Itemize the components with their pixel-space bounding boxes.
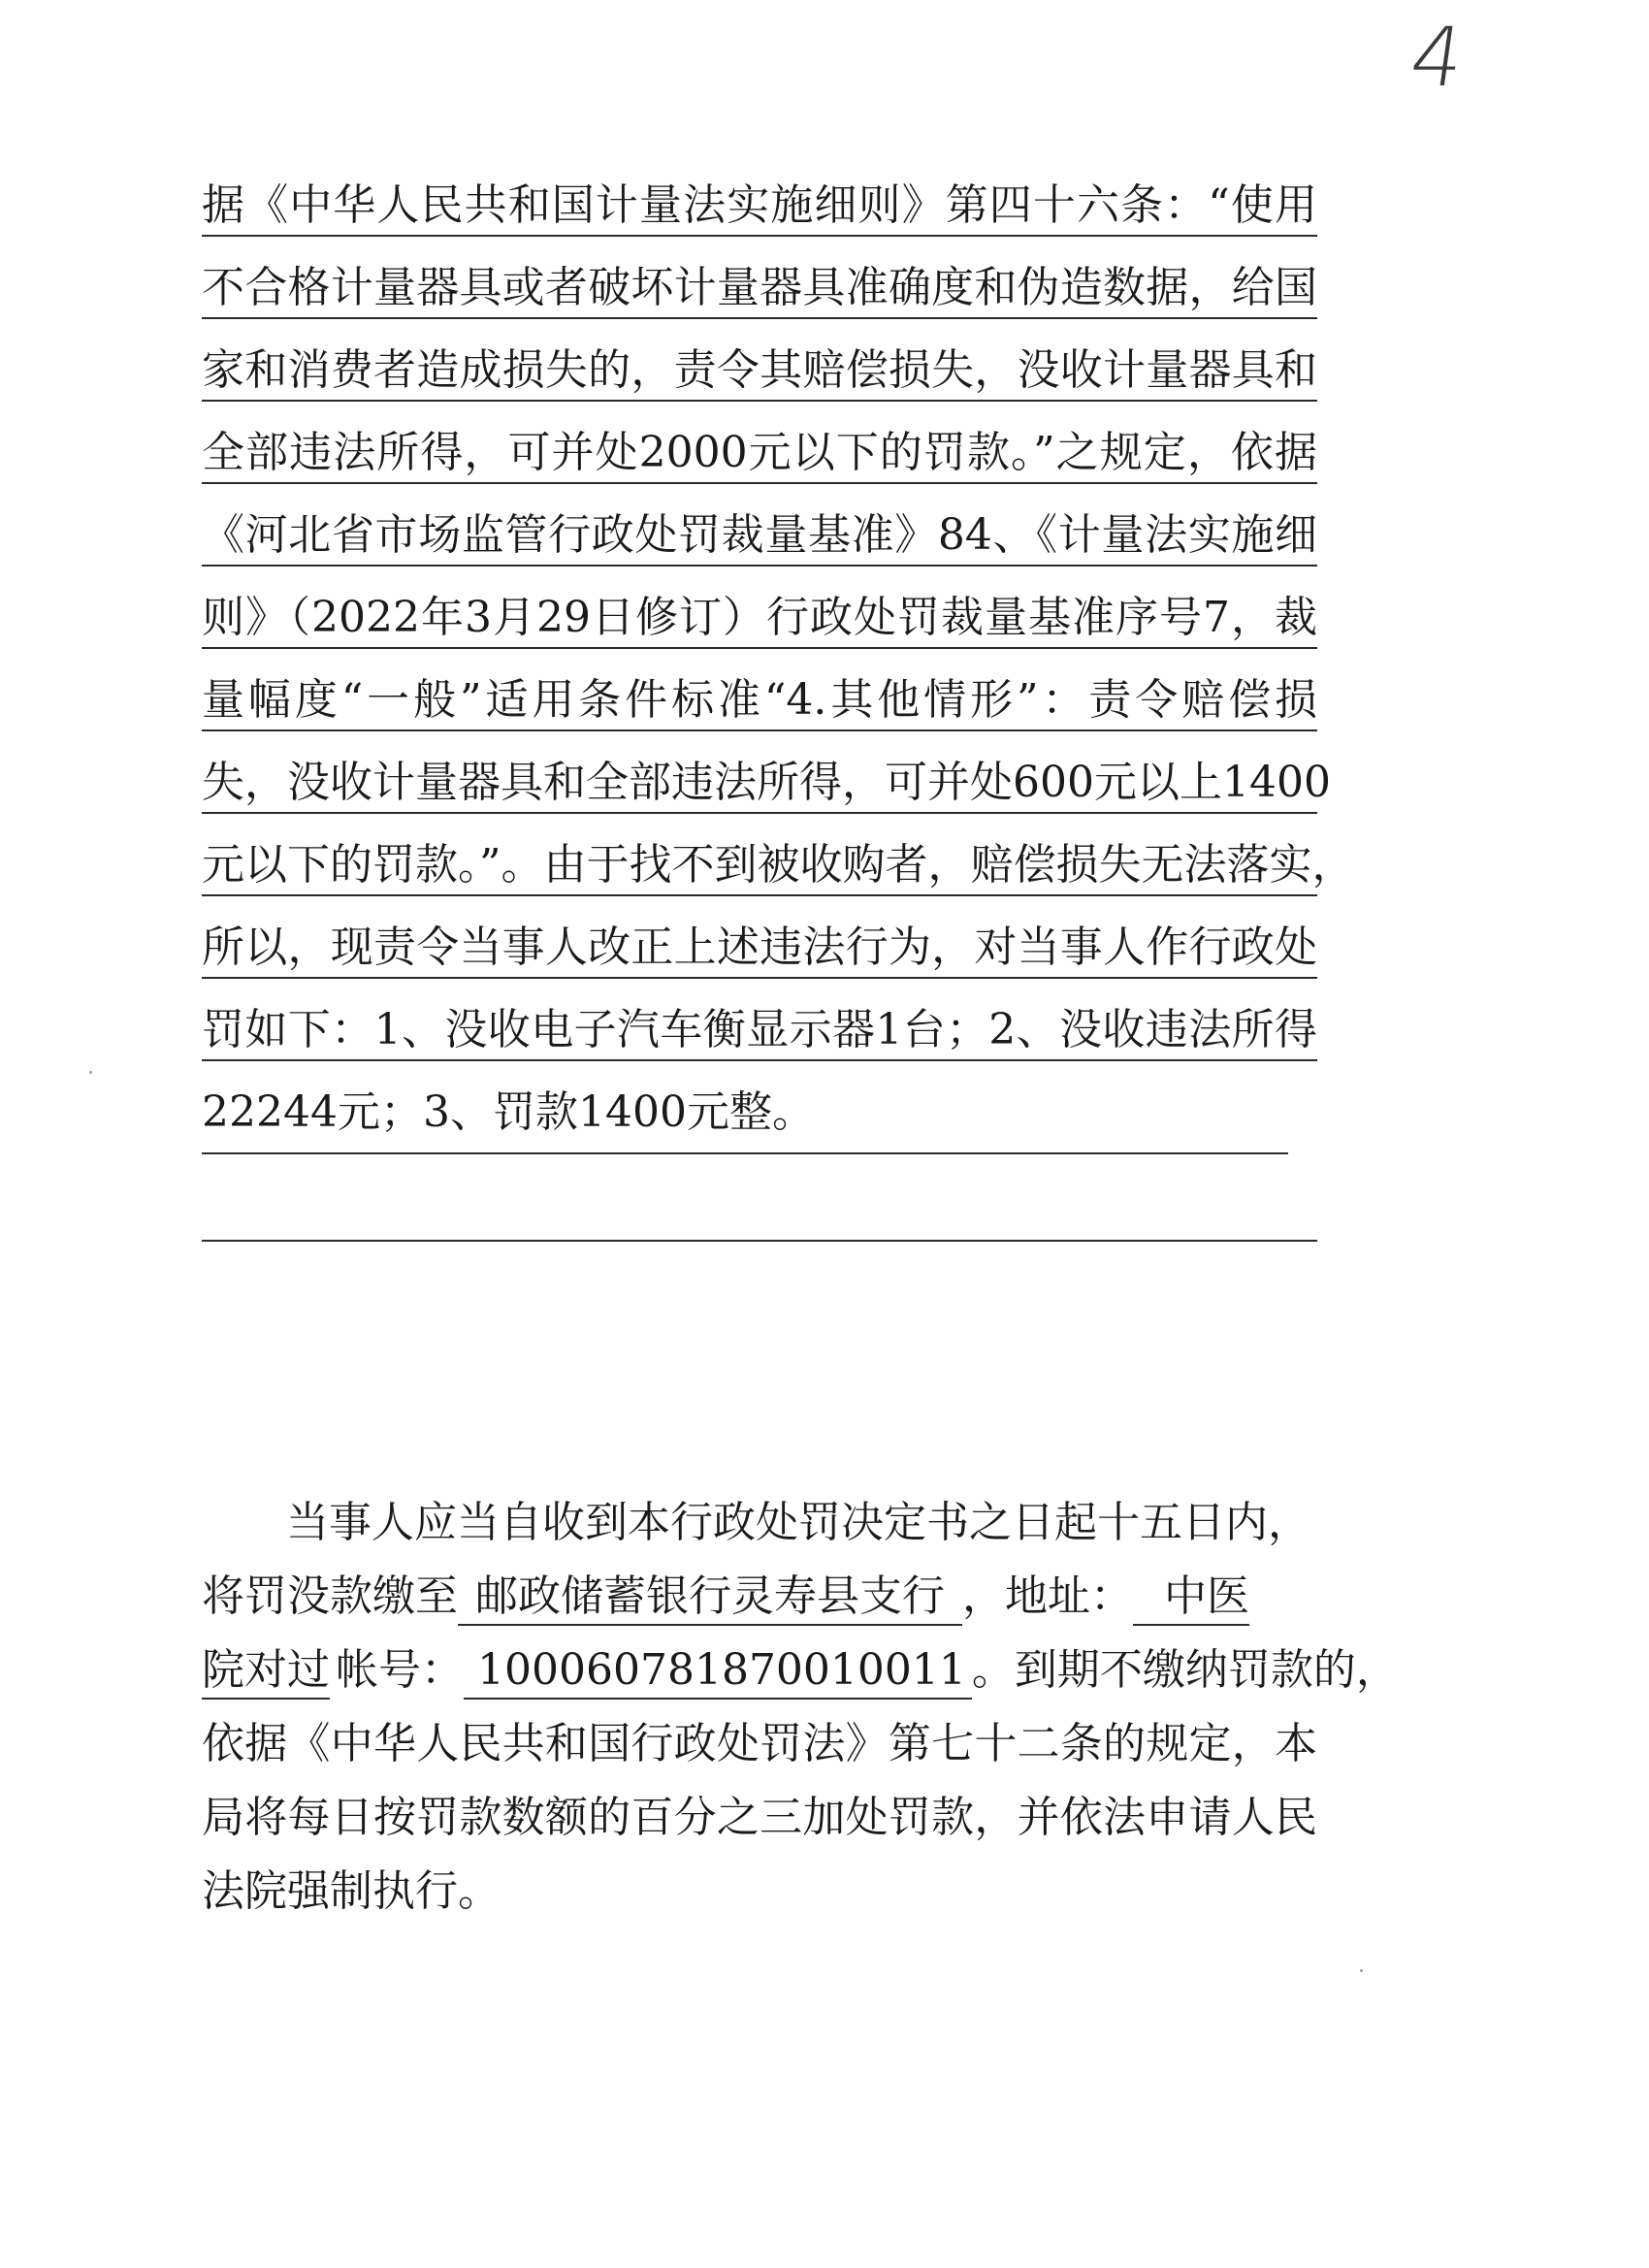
decision-line: 罚如下：1、没收电子汽车衡显示器1台；2、没收违法所得 (202, 1001, 1317, 1061)
decision-line: 量幅度“一般”适用条件标准“4.其他情形”：责令赔偿损 (202, 671, 1317, 731)
decision-line: 不合格计量器具或者破坏计量器具准确度和伪造数据，给国 (202, 259, 1317, 319)
page-number: 4 (1405, 10, 1471, 105)
bank-field: 邮政储蓄银行灵寿县支行 (458, 1570, 962, 1626)
blank-rule (202, 1240, 1317, 1242)
account-label: 帐号： (336, 1645, 464, 1695)
decision-line: 《河北省市场监管行政处罚裁量基准》84、《计量法实施细 (202, 506, 1317, 567)
payment-line-2 (202, 1568, 1317, 1626)
decision-line: 所以，现责令当事人改正上述违法行为，对当事人作行政处 (202, 919, 1317, 979)
address-field-part1: 中医 (1133, 1570, 1249, 1626)
decision-line: 元以下的罚款。”。由于找不到被收购者，赔偿损失无法落实， (202, 836, 1317, 896)
scan-speck (89, 1071, 92, 1074)
payment-line-5: 局将每日按罚款数额的百分之三加处罚款，并依法申请人民 (202, 1793, 1317, 1842)
payment-line-3 (202, 1641, 1399, 1700)
decision-line: 失，没收计量器具和全部违法所得，可并处600元以上1400 (202, 754, 1317, 814)
decision-line-last: 22244元；3、罚款1400元整。 (202, 1087, 815, 1137)
payment-prefix: 将罚没款缴至 (202, 1571, 458, 1621)
payment-line-1: 当事人应当自收到本行政处罚决定书之日起十五日内， (286, 1498, 1310, 1547)
payment-line-4: 依据《中华人民共和国行政处罚法》第七十二条的规定，本 (202, 1719, 1317, 1768)
payment-line-6: 法院强制执行。 (202, 1866, 501, 1916)
payment-suffix: 。到期不缴纳罚款的， (971, 1645, 1399, 1695)
decision-line: 全部违法所得，可并处2000元以下的罚款。”之规定，依据 (202, 424, 1317, 484)
decision-line: 则》（2022年3月29日修订）行政处罚裁量基准序号7，裁 (202, 589, 1317, 649)
decision-line: 家和消费者造成损失的，责令其赔偿损失，没收计量器具和 (202, 341, 1317, 402)
address-label: ，地址： (962, 1571, 1133, 1621)
decision-line: 据《中华人民共和国计量法实施细则》第四十六条：“使用 (202, 177, 1317, 237)
address-field-part2: 院对过 (202, 1643, 330, 1700)
blank-rule (202, 1152, 1288, 1154)
account-field: 100060781870010011 (464, 1643, 972, 1700)
scan-speck (1360, 1969, 1363, 1972)
